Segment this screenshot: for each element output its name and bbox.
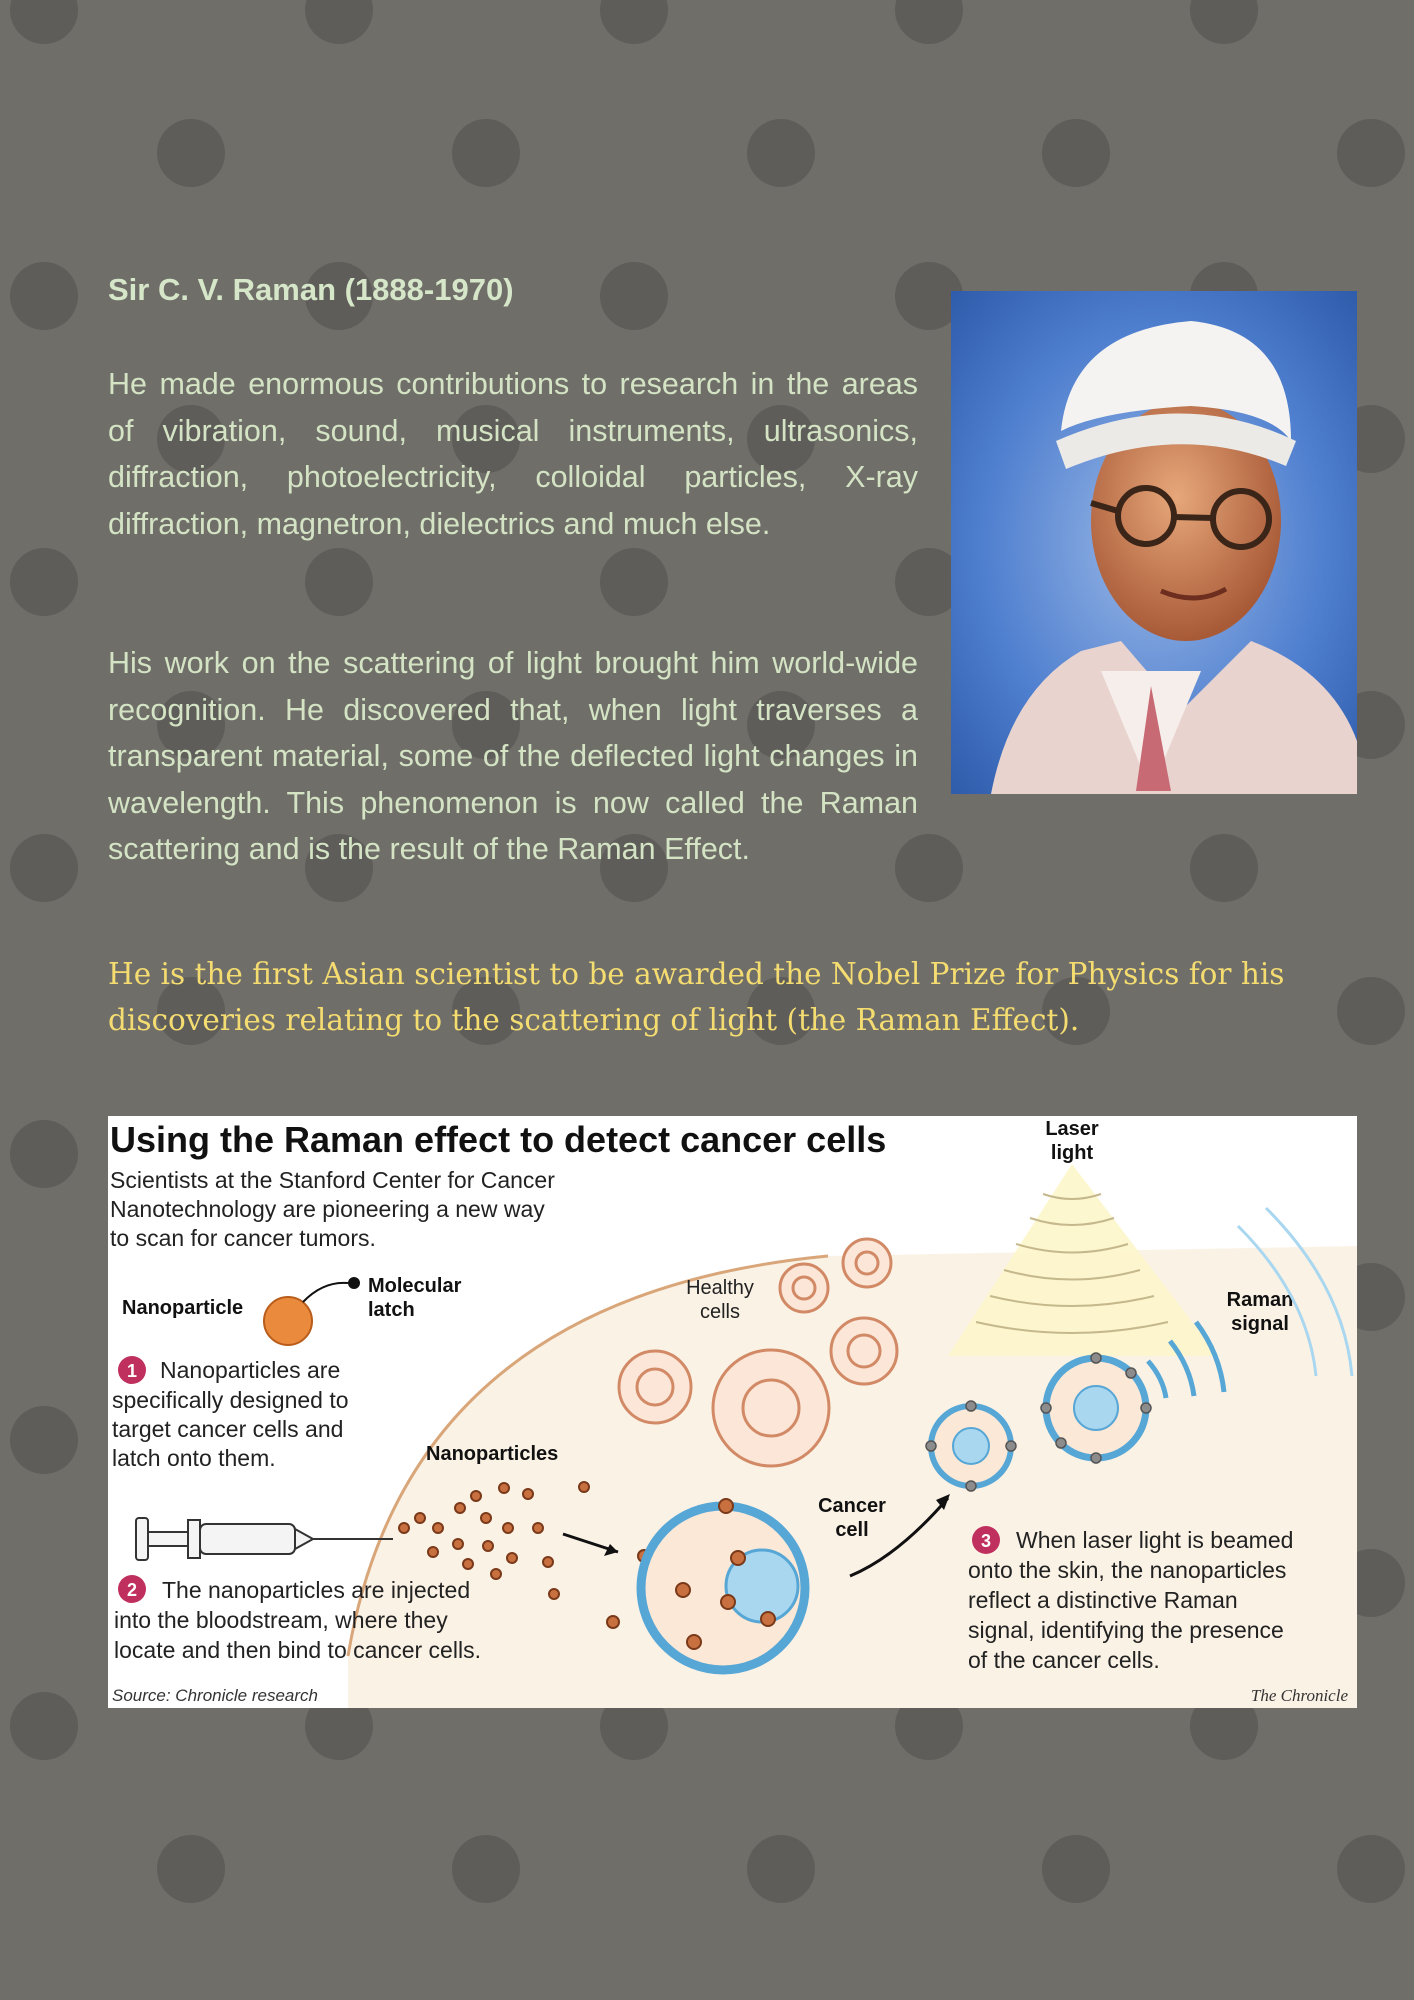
background-dot — [1042, 119, 1110, 187]
portrait-image — [951, 291, 1357, 794]
step-3-line-3: reflect a distinctive Raman — [968, 1587, 1238, 1613]
background-dot — [305, 548, 373, 616]
raman-signal-label-1: Raman — [1226, 1289, 1294, 1311]
step-3-number: 3 — [980, 1531, 992, 1551]
nanoparticle-icon — [264, 1297, 312, 1345]
background-dot — [157, 119, 225, 187]
background-dot — [1337, 119, 1405, 187]
background-dot — [305, 0, 373, 44]
source-credit: Source: Chronicle research — [112, 1686, 318, 1705]
background-dot — [10, 1120, 78, 1188]
step-1-line-2: specifically designed to — [112, 1387, 349, 1413]
background-dot — [1190, 834, 1258, 902]
laser-light-label-2: light — [1050, 1142, 1094, 1164]
molecular-latch-label-2: latch — [368, 1299, 415, 1321]
cancer-cell-label-2: cell — [835, 1519, 869, 1541]
intro-line-3: to scan for cancer tumors. — [110, 1225, 376, 1251]
intro-line-2: Nanotechnology are pioneering a new way — [110, 1196, 545, 1222]
paragraph-scattering: His work on the scattering of light brought him world-wide recognition. He discovered that, when light traverses a transparent material, some of the deflected light changes in wavelength. This phenomenon is now called the Raman scattering and is the result of the Raman Effect. — [108, 646, 918, 866]
background-dot — [600, 262, 668, 330]
background-dot — [10, 262, 78, 330]
step-2-line-1: The nanoparticles are injected — [162, 1577, 471, 1603]
nanoparticles-label: Nanoparticles — [426, 1443, 559, 1465]
step-1-line-4: latch onto them. — [112, 1445, 276, 1471]
background-dot — [452, 1835, 520, 1903]
laser-light-label-1: Laser — [1045, 1118, 1099, 1140]
syringe-icon — [136, 1518, 393, 1560]
step-3-line-1: When laser light is beamed — [1016, 1527, 1294, 1553]
step-1-number: 1 — [126, 1361, 138, 1381]
publisher-credit: The Chronicle — [1250, 1686, 1348, 1705]
step-1-line-1: Nanoparticles are — [160, 1357, 341, 1383]
raman-infographic — [108, 1116, 1357, 1708]
step-1-line-3: target cancer cells and — [112, 1416, 344, 1442]
molecular-latch-label-1: Molecular — [368, 1275, 462, 1297]
nobel-prize-highlight: He is the first Asian scientist to be awarded the Nobel Prize for Physics for his discoveries relating to the scattering of light (the Raman Effect). — [108, 957, 1285, 1037]
healthy-cells-label-2: cells — [699, 1301, 741, 1323]
background-dot — [1042, 1835, 1110, 1903]
page-title: Sir C. V. Raman (1888-1970) — [108, 272, 514, 307]
background-dot — [747, 1835, 815, 1903]
infographic-title: Using the Raman effect to detect cancer cells — [110, 1119, 887, 1160]
background-dot — [1190, 0, 1258, 44]
cancer-cell-label-1: Cancer — [818, 1495, 886, 1517]
healthy-cells-label-1: Healthy — [686, 1277, 754, 1299]
molecular-latch-dot — [348, 1277, 360, 1289]
background-dot — [600, 548, 668, 616]
background-dot — [895, 0, 963, 44]
background-dot — [10, 548, 78, 616]
step-2-line-3: locate and then bind to cancer cells. — [114, 1637, 481, 1663]
nanoparticle-label: Nanoparticle — [122, 1297, 244, 1319]
step-3-line-5: of the cancer cells. — [968, 1647, 1160, 1673]
paragraph-contributions: He made enormous contributions to research in the areas of vibration, sound, musical instruments, ultrasonics, diffraction, photoelectricity, colloidal particles, X-ray diffraction, magnetron, dielectrics and much else. — [108, 367, 918, 541]
step-3-line-4: signal, identifying the presence — [968, 1617, 1284, 1643]
background-dot — [452, 119, 520, 187]
background-dot — [600, 0, 668, 44]
latch-arrow — [303, 1283, 348, 1302]
step-3-line-2: onto the skin, the nanoparticles — [968, 1557, 1287, 1583]
background-dot — [10, 1406, 78, 1474]
background-dot — [10, 1692, 78, 1760]
background-dot — [1337, 1835, 1405, 1903]
step-2-line-2: into the bloodstream, where they — [114, 1607, 448, 1633]
raman-signal-label-2: signal — [1231, 1313, 1289, 1335]
intro-line-1: Scientists at the Stanford Center for Cancer — [110, 1167, 555, 1193]
background-dot — [10, 0, 78, 44]
background-dot — [10, 834, 78, 902]
step-2-number: 2 — [126, 1580, 138, 1600]
cancer-cell — [641, 1499, 805, 1670]
background-dot — [157, 1835, 225, 1903]
background-dot — [747, 119, 815, 187]
